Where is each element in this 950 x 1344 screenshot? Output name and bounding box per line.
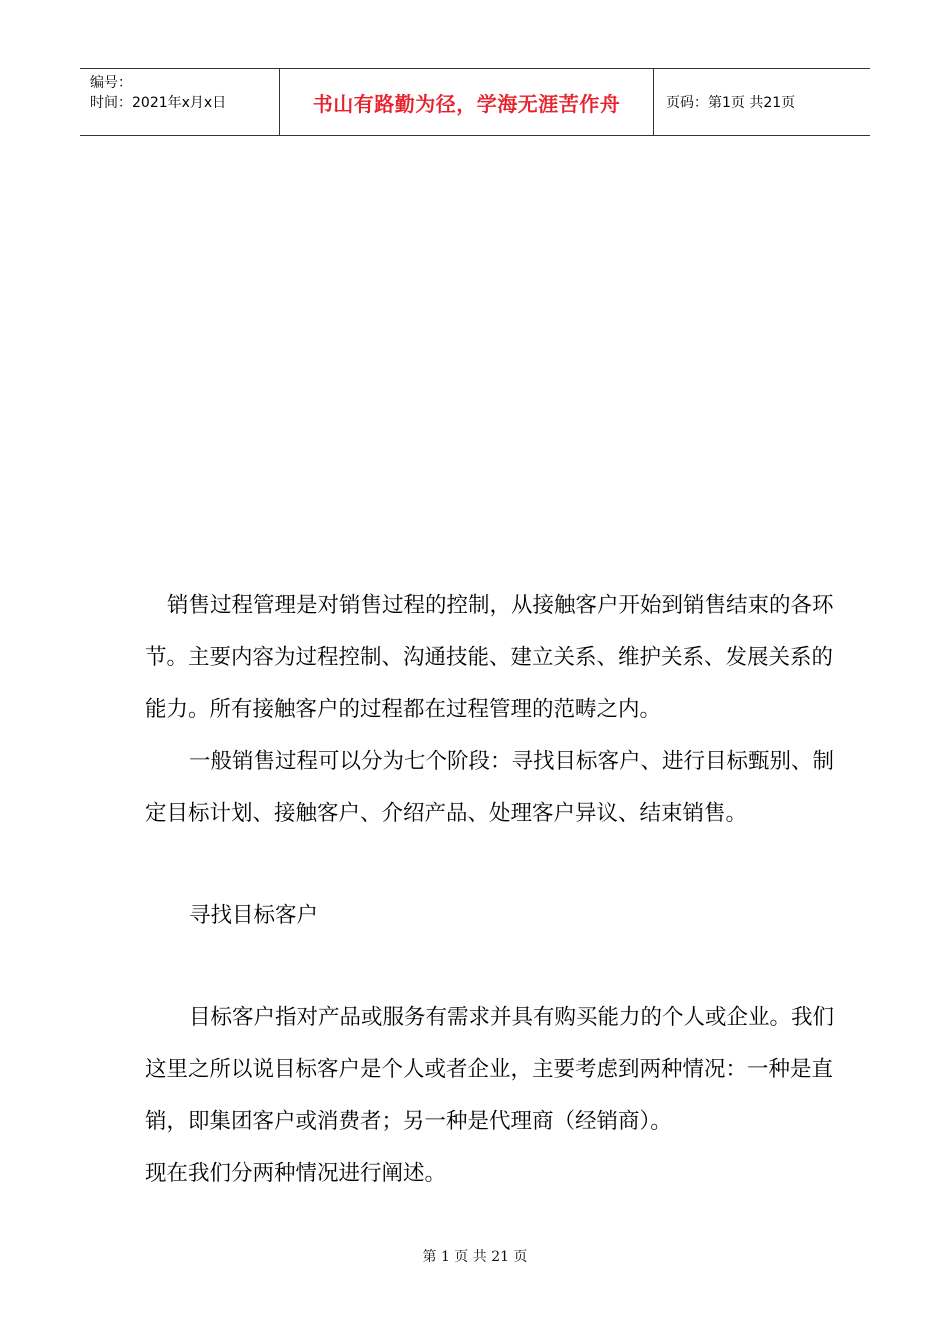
paragraph: 目标客户指对产品或服务有需求并具有购买能力的个人或企业。我们这里之所以说目标客户是个人或者企业，主要考虑到两种情况：一种是直销，即集团客户或消费者；另一种是代理商（经销商）。	[145, 1005, 835, 1134]
header-meta	[80, 69, 280, 135]
section-heading: 寻找目标客户	[189, 903, 319, 928]
paragraph: 现在我们分两种情况进行阐述。	[145, 1161, 447, 1186]
page-footer: 第 1 页 共 21 页	[422, 1249, 528, 1265]
paragraph: 销售过程管理是对销售过程的控制，从接触客户开始到销售结束的各环节。主要内容为过程控制、沟通技能、建立关系、维护关系、发展关系的能力。所有接触客户的过程都在过程管理的范畴之内。	[145, 593, 834, 722]
header-page-info: 页码：第1页 共21页	[666, 95, 796, 111]
date-label: 时间：2021年x月x日	[90, 95, 227, 111]
paragraph: 一般销售过程可以分为七个阶段：寻找目标客户、进行目标甄别、制定目标计划、接触客户、介绍产品、处理客户异议、结束销售。	[145, 749, 835, 826]
page-header	[80, 68, 870, 136]
serial-number-label: 编号：	[90, 75, 132, 91]
header-motto: 书山有路勤为径，学海无涯苦作舟	[280, 69, 654, 135]
document-body	[145, 580, 835, 1200]
